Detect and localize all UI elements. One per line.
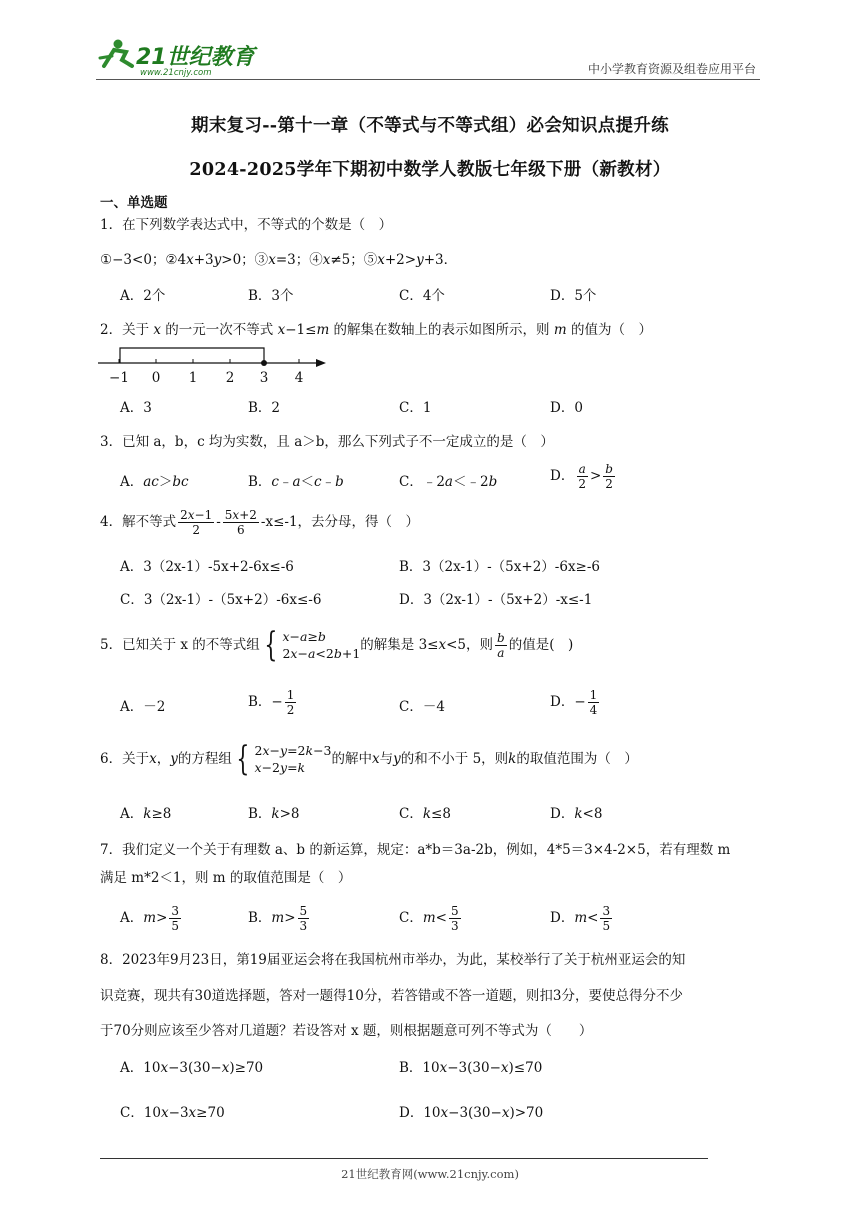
question-6-option-a[interactable]: A．k≥8 [120,806,172,822]
question-4-option-d[interactable]: D．3（2x-1）-（5x+2）-x≤-1 [399,592,593,608]
question-4-option-a[interactable]: A．3（2x-1）-5x+2-6x≤-6 [120,559,294,575]
section-heading: 一、单选题 [100,195,168,211]
question-7-stem-line2: 满足 m*2＜1，则 m 的取值范围是（ ） [100,870,352,886]
header-rule [96,79,760,80]
question-4-option-b[interactable]: B．3（2x-1）-（5x+2）-6x≥-6 [399,559,601,575]
question-2-option-c[interactable]: C．1 [399,400,432,416]
question-6-option-c[interactable]: C．k≤8 [399,806,451,822]
solid-point-icon [261,360,267,366]
question-1-option-a[interactable]: A．2个 [120,288,166,304]
question-5-stem: 5．已知关于 x 的不等式组 { x−a≥b 2x−a<2b+1 的解集是 3≤ x <5，则 $\frac{b}{a}$ 的值是( ) [100,625,574,665]
page-subtitle: 2024-2025学年下期初中数学人教版七年级下册（新教材） [189,160,671,180]
question-2-stem: 2．关于 x 的一元一次不等式 x−1≤m 的解集在数轴上的表示如图所示，则 m 的值为（ ） [100,322,652,338]
question-7-option-d[interactable]: D．m< $\frac{3}{5}$ [550,904,611,933]
footer-text: 21世纪教育网(www.21cnjy.com) [341,1167,519,1181]
question-2-option-d[interactable]: D．0 [550,400,583,416]
question-8-stem-line3: 于70分则应该至少答对几道题？若设答对 x 题，则根据题意可列不等式为（ ） [100,1023,593,1039]
question-8-option-c[interactable]: C．10x−3x≥70 [120,1105,225,1121]
question-2-option-b[interactable]: B．2 [248,400,281,416]
question-3-option-b[interactable]: B．c﹣a＜c﹣b [248,474,344,490]
axis-tick-label: 0 [151,370,161,386]
axis-tick-label: −1 [109,370,129,386]
question-5-option-b[interactable]: B．− $\frac{1}{2}$ [248,688,295,717]
axis-tick-label: 1 [188,370,198,386]
question-3-option-a[interactable]: A．ac＞bc [120,474,189,490]
question-6-option-d[interactable]: D．k<8 [550,806,603,822]
question-3-option-c[interactable]: C．﹣2a＜﹣2b [399,474,498,490]
question-6-option-b[interactable]: B．k>8 [248,806,300,822]
question-5-option-d[interactable]: D．− $\frac{1}{4}$ [550,688,598,717]
question-5-option-a[interactable]: A．－2 [120,699,166,715]
site-logo [96,36,266,78]
question-8-option-b[interactable]: B．10x−3(30−x)≤70 [399,1060,543,1076]
header-platform-text: 中小学教育资源及组卷应用平台 [587,62,756,76]
question-5-option-c[interactable]: C．－4 [399,699,445,715]
number-line-figure [98,342,328,386]
question-2-option-a[interactable]: A．3 [120,400,152,416]
question-6-stem: 6．关于 x ， y 的方程组 { 2x−y=2k−3 x−2y=k 的解中 x 与 y 的和不小于 5，则 k 的取值范围为（ ） [100,739,638,779]
question-1-option-d[interactable]: D．5个 [550,288,597,304]
svg-text:www.21cnjy.com: www.21cnjy.com [140,68,212,78]
question-7-option-c[interactable]: C．m< $\frac{5}{3}$ [399,904,459,933]
footer-rule [100,1158,708,1159]
question-7-option-a[interactable]: A．m> $\frac{3}{5}$ [120,904,180,933]
axis-tick-label: 3 [259,370,269,386]
question-8-stem-line2: 识竞赛，现共有30道选择题，答对一题得10分，若答错或不答一道题，则扣3分，要使总得分不少 [100,988,683,1004]
question-7-option-b[interactable]: B．m> $\frac{5}{3}$ [248,904,308,933]
question-1-stem: 1．在下列数学表达式中，不等式的个数是（ ） [100,217,393,233]
page-title: 期末复习--第十一章（不等式与不等式组）必会知识点提升练 [191,116,669,136]
svg-text:21世纪教育: 21世纪教育 [136,45,255,70]
question-8-option-d[interactable]: D．10x−3(30−x)>70 [399,1105,544,1121]
question-7-stem-line1: 7．我们定义一个关于有理数 a、b 的新运算，规定：a*b＝3a-2b，例如，4*5＝3×4-2×5，若有理数 m [100,842,731,858]
question-1-option-b[interactable]: B．3个 [248,288,294,304]
question-4-stem: 4．解不等式 $\frac{2x-1}{2}$ - $\frac{5x+2}{6}$ -x≤-1，去分母，得（ ） [100,508,420,537]
question-4-option-c[interactable]: C．3（2x-1）-（5x+2）-6x≤-6 [120,592,322,608]
axis-tick-label: 2 [225,370,235,386]
question-1-option-c[interactable]: C．4个 [399,288,445,304]
question-3-stem: 3．已知 a，b，c 均为实数，且 a＞b，那么下列式子不一定成立的是（ ） [100,434,554,450]
question-1-expressions: ①−3<0；②4x+3y>0；③x=3；④x≠5；⑤x+2>y+3． [100,252,458,268]
question-8-stem-line1: 8．2023年9月23日，第19届亚运会将在我国杭州市举办，为此，某校举行了关于杭州亚运会的知 [100,952,686,968]
axis-tick-label: 4 [294,370,304,386]
question-8-option-a[interactable]: A．10x−3(30−x)≥70 [120,1060,264,1076]
logo-runner-icon [96,36,266,78]
question-3-option-d[interactable]: D． $\frac{a}{2}$ > $\frac{b}{2}$ [550,462,613,491]
